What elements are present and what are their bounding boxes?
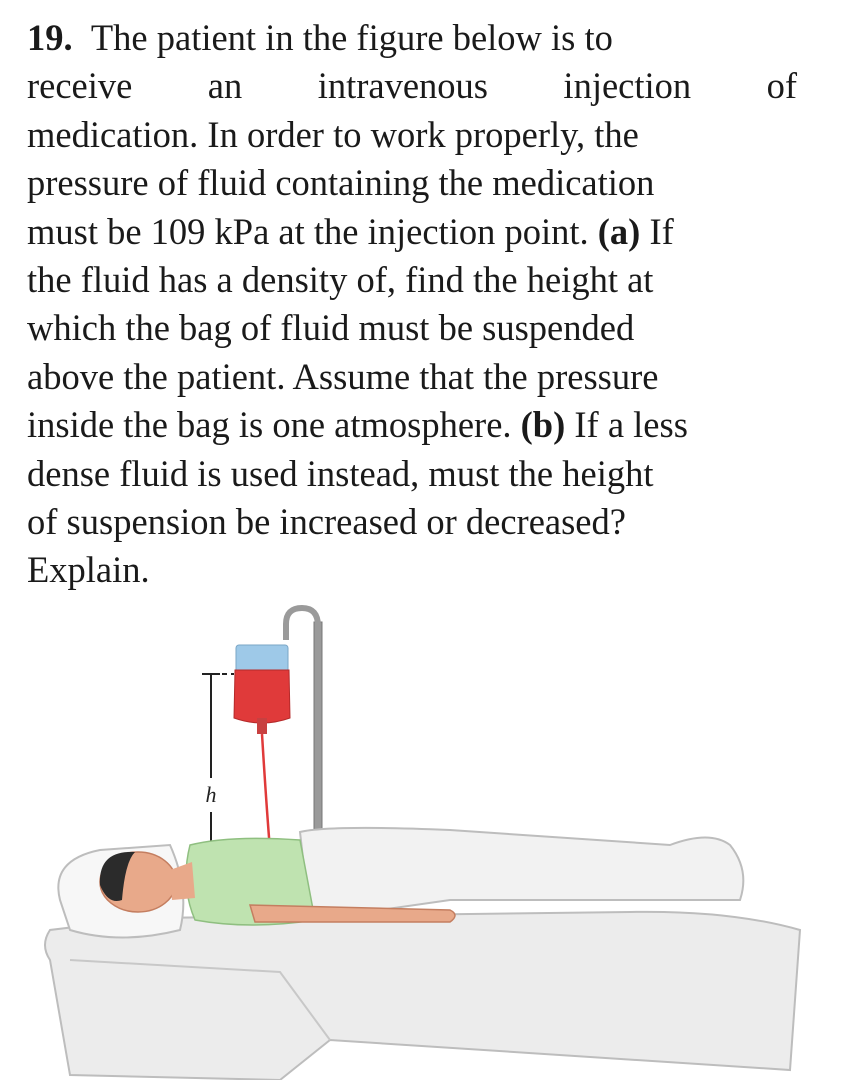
sheet bbox=[300, 828, 743, 920]
problem-line-7: which the bag of fluid must be suspended bbox=[27, 307, 635, 349]
problem-line-5-pre: must be 109 kPa at the injection point. bbox=[27, 210, 598, 252]
problem-line-1 bbox=[27, 14, 797, 62]
height-label: h bbox=[205, 782, 217, 807]
iv-pole-hook bbox=[286, 608, 318, 640]
iv-bag-fluid bbox=[234, 670, 290, 723]
problem-line-4: pressure of fluid containing the medication bbox=[27, 162, 655, 204]
problem-line-10: dense fluid is used instead, must the height bbox=[27, 452, 654, 494]
problem-line-2 bbox=[27, 62, 797, 110]
iv-patient-figure bbox=[30, 600, 820, 1080]
problem-line-11: of suspension be increased or decreased? bbox=[27, 500, 626, 542]
word: injection bbox=[563, 65, 692, 107]
problem-line-12: Explain. bbox=[27, 549, 150, 591]
part-a-label: (a) bbox=[597, 210, 641, 252]
word: intravenous bbox=[317, 65, 488, 107]
problem-line-5-post: If bbox=[640, 210, 674, 252]
problem-line-1-text: The patient in the figure below is to bbox=[90, 17, 613, 58]
problem-line-9-post: If a less bbox=[565, 404, 688, 446]
word: receive bbox=[27, 65, 133, 107]
iv-bag-top bbox=[236, 645, 288, 673]
arm bbox=[250, 905, 455, 922]
bed bbox=[45, 912, 800, 1080]
iv-bag-port bbox=[257, 718, 267, 734]
problem-line-6: the fluid has a density of, find the height at bbox=[27, 258, 654, 300]
problem-line-9 bbox=[27, 401, 797, 449]
problem-line-3: medication. In order to work properly, the bbox=[27, 113, 639, 155]
part-b-label: (b) bbox=[520, 404, 566, 446]
word: an bbox=[207, 65, 243, 107]
word: of bbox=[766, 65, 797, 107]
problem-line-8: above the patient. Assume that the pressure bbox=[27, 355, 659, 397]
iv-illustration bbox=[30, 600, 820, 1080]
problem-text bbox=[27, 14, 797, 595]
problem-line-5 bbox=[27, 208, 797, 256]
iv-pole bbox=[314, 622, 322, 837]
problem-number: 19. bbox=[27, 17, 73, 58]
problem-line-9-pre: inside the bag is one atmosphere. bbox=[27, 404, 521, 446]
